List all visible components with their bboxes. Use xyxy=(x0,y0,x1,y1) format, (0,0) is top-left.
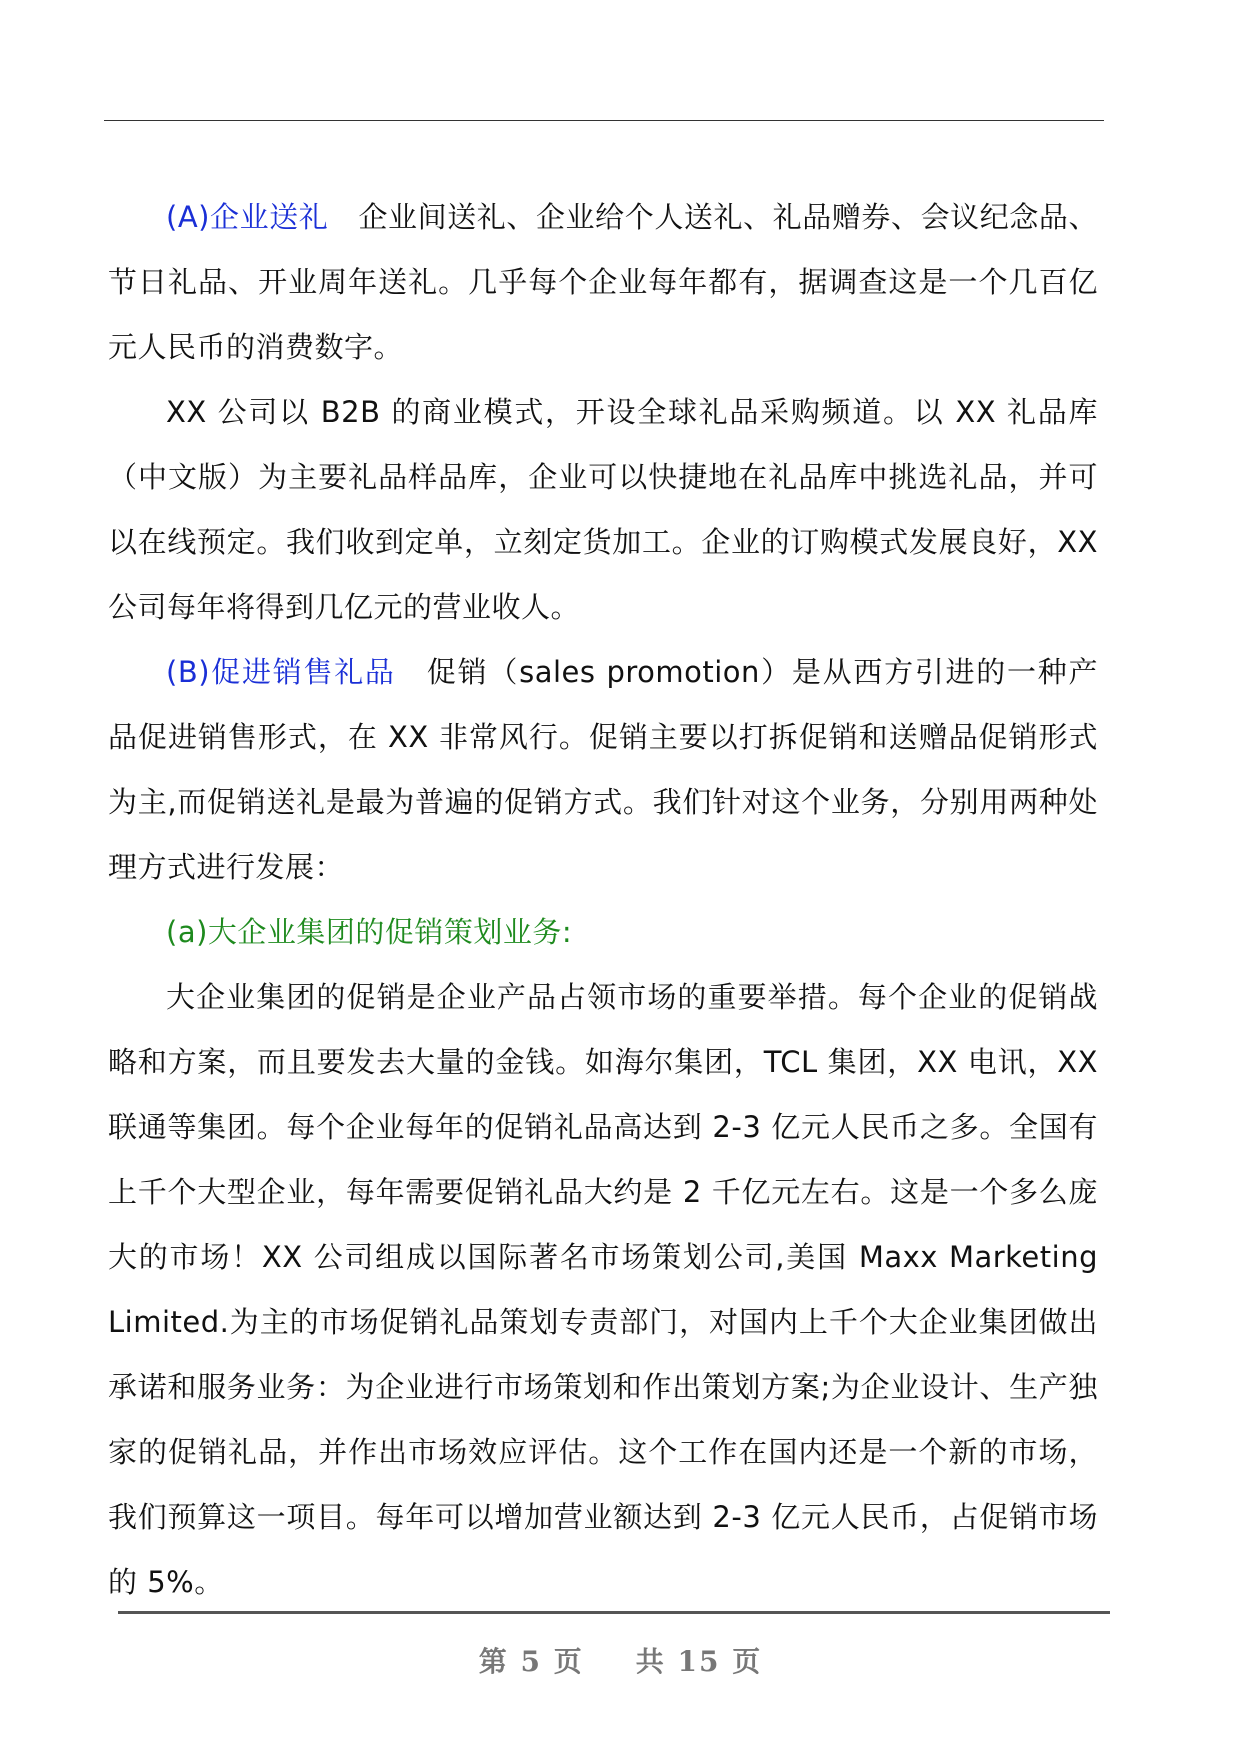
paragraph-enterprise-promotion xyxy=(108,965,1098,1615)
header-rule xyxy=(104,120,1104,121)
subsection-heading-enterprise-planning: (a)大企业集团的促销策划业务: xyxy=(166,915,573,949)
paragraph-sales-promotion xyxy=(108,640,1098,900)
section-heading-corporate-gifts: (A)企业送礼 xyxy=(166,200,329,234)
page-total: 共 15 页 xyxy=(635,1645,763,1678)
page-footer xyxy=(0,1640,1241,1680)
paragraph-subheading xyxy=(108,900,1098,965)
paragraph-text: XX 公司以 B2B 的商业模式，开设全球礼品采购频道。以 XX 礼品库（中文版）为主要礼品样品库，企业可以快捷地在礼品库中挑选礼品，并可以在线预定。我们收到定单，立刻定货加工。企业的订购模式发展良好，XX 公司每年将得到几亿元的营业收人。 xyxy=(108,395,1098,624)
paragraph-text: 大企业集团的促销是企业产品占领市场的重要举措。每个企业的促销战略和方案，而且要发去大量的金钱。如海尔集团，TCL 集团，XX 电讯，XX 联通等集团。每个企业每年的促销礼品高达到 2-3 亿元人民币之多。全国有上千个大型企业，每年需要促销礼品大约是 2 千亿元左右。这是一个多么庞大的市场！XX 公司组成以国际著名市场策划公司,美国 Maxx Marketing Limited.为主的市场促销礼品策划专责部门，对国内上千个大企业集团做出承诺和服务业务：为企业进行市场策划和作出策划方案;为企业设计、生产独家的促销礼品，并作出市场效应评估。这个工作在国内还是一个新的市场，我们预算这一项目。每年可以增加营业额达到 2-3 亿元人民币，占促销市场的 5%。 xyxy=(108,980,1098,1599)
page-number: 第 5 页 xyxy=(478,1645,584,1678)
paragraph-b2b-channel xyxy=(108,380,1098,640)
paragraph-corporate-gifts xyxy=(108,185,1098,380)
paragraph-text: 企业间送礼、企业给个人送礼、礼品赠券、会议纪念品、节日礼品、开业周年送礼。几乎每个企业每年都有，据调查这是一个几百亿元人民币的消费数字。 xyxy=(108,200,1098,364)
document-body xyxy=(108,185,1098,1615)
footer-rule xyxy=(118,1611,1110,1614)
paragraph-text: 促销（sales promotion）是从西方引进的一种产品促进销售形式，在 XX 非常风行。促销主要以打拆促销和送赠品促销形式为主,而促销送礼是最为普遍的促销方式。我们针对这个业务，分别用两种处理方式进行发展： xyxy=(108,655,1098,884)
section-heading-sales-promotion: (B)促进销售礼品 xyxy=(166,655,396,689)
